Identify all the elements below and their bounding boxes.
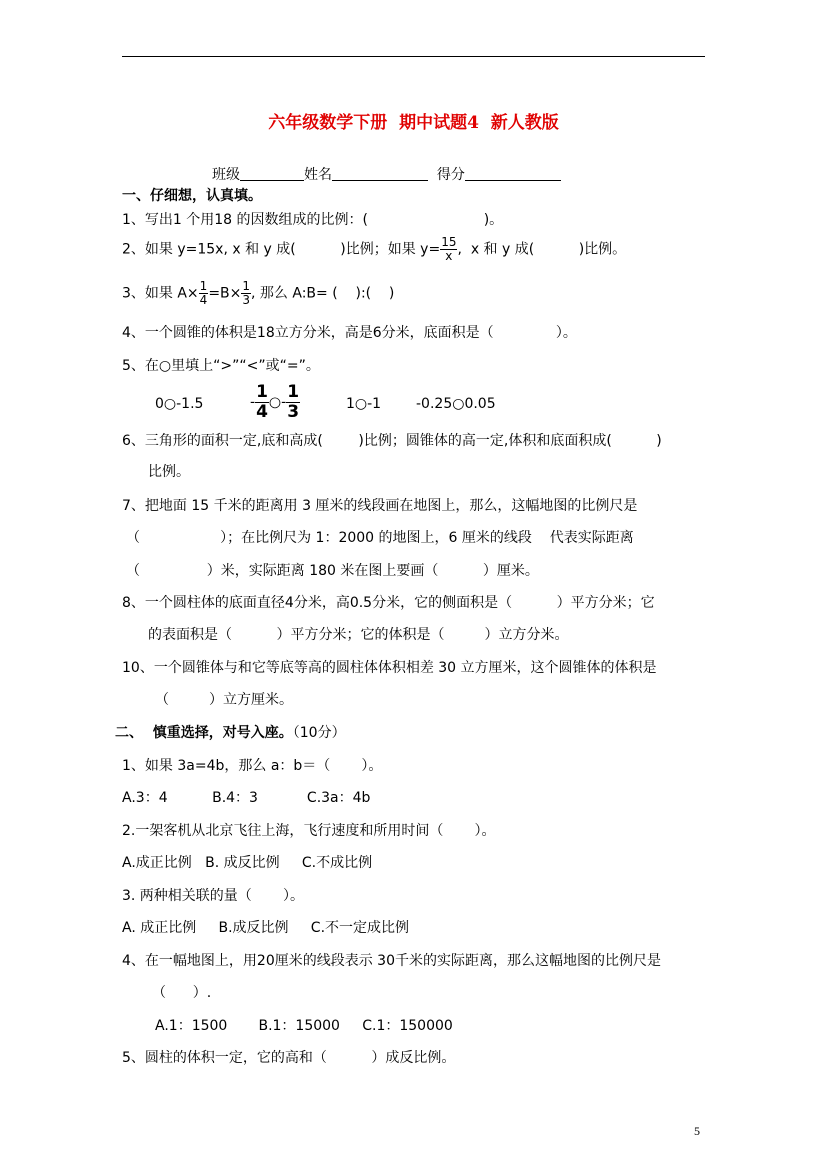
page-number: 5 <box>694 1124 700 1138</box>
question-1-7: 7、把地面 15 千米的距离用 3 厘米的线段画在地图上，那么，这幅地图的比例尺是 <box>122 498 638 514</box>
question-1-10: 10、一个圆锥体与和它等底等高的圆柱体体积相差 30 立方厘米，这个圆锥体的体积是 <box>122 660 657 676</box>
denominator: 3 <box>287 402 300 422</box>
question-2-4-options: A.1：1500 B.1：15000 C.1：150000 <box>155 1018 453 1034</box>
numerator: 1 <box>199 279 208 293</box>
q5-item-c: 1○-1 <box>346 396 382 412</box>
student-info-line <box>212 166 561 184</box>
question-1-6: 6、三角形的面积一定,底和高成( )比例；圆锥体的高一定,体积和底面积成( ) <box>122 433 662 449</box>
fraction-1-3 <box>286 383 300 422</box>
question-2-2-options: A.成正比例 B. 成反比例 C.不成比例 <box>122 855 373 871</box>
name-blank[interactable] <box>332 166 428 181</box>
question-2-1: 1、如果 3a=4b，那么 a：b＝（ ）。 <box>122 758 383 774</box>
question-2-3-options: A. 成正比例 B.成反比例 C.不一定成比例 <box>122 920 410 936</box>
denominator: 4 <box>199 293 208 307</box>
numerator: 15 <box>441 235 457 249</box>
question-1-5: 5、在○里填上“>”“<”或“=”。 <box>122 358 320 374</box>
section1-heading: 一、仔细想，认真填。 <box>122 188 262 204</box>
question-1-4: 4、一个圆锥的体积是18立方分米，高是6分米，底面积是（ ）。 <box>122 325 577 341</box>
q3-text-c: , 那么 A:B= ( ):( ) <box>251 285 395 302</box>
question-1-2 <box>122 236 626 263</box>
q5-item-d: -0.25○0.05 <box>416 396 496 412</box>
q5-item-b <box>250 383 300 422</box>
score-blank[interactable] <box>465 166 561 181</box>
fraction-1-4 <box>199 280 209 307</box>
question-1-3 <box>122 280 394 307</box>
section2-title: 二、 慎重选择，对号入座。 <box>115 725 293 741</box>
minus: - <box>250 394 256 411</box>
q3-text-a: 3、如果 A× <box>122 285 199 302</box>
question-2-4: 4、在一幅地图上，用20厘米的线段表示 30千米的实际距离，那么这幅地图的比例尺是 <box>122 953 661 969</box>
question-1-10-cont: （ ）立方厘米。 <box>155 692 294 708</box>
numerator: 1 <box>242 279 251 293</box>
compare-circle: ○- <box>268 394 287 411</box>
fraction-1-4 <box>255 383 269 422</box>
denominator: 4 <box>256 402 268 422</box>
question-1-8-cont: 的表面积是（ ）平方分米；它的体积是（ ）立方分米。 <box>148 627 569 643</box>
question-2-2: 2.一架客机从北京飞往上海，飞行速度和所用时间（ ）。 <box>122 823 496 839</box>
question-1-8: 8、一个圆柱体的底面直径4分米，高0.5分米，它的侧面积是（ ）平方分米；它 <box>122 595 655 611</box>
q2-text-a: 2、如果 y=15x, x 和 y 成( )比例；如果 y= <box>122 241 441 258</box>
numerator: 1 <box>256 382 268 402</box>
question-1-1: 1、写出1 个用18 的因数组成的比例：( )。 <box>122 212 504 228</box>
question-1-7-cont: （ ）；在比例尺为 1：2000 的地图上，6 厘米的线段 代表实际距离 <box>126 530 634 546</box>
section2-heading <box>115 724 346 742</box>
name-label: 姓名 <box>304 167 332 183</box>
fraction-15-over-x <box>440 236 457 263</box>
numerator: 1 <box>287 382 300 402</box>
q2-text-b: , x 和 y 成( )比例。 <box>457 241 627 258</box>
fraction-1-3 <box>241 280 251 307</box>
question-2-1-options: A.3：4 B.4：3 C.3a：4b <box>122 790 371 806</box>
class-label: 班级 <box>212 167 240 183</box>
denominator: x <box>445 249 453 263</box>
denominator: 3 <box>242 293 251 307</box>
question-2-5: 5、圆柱的体积一定，它的高和（ ）成反比例。 <box>122 1050 456 1066</box>
header-rule <box>122 56 705 57</box>
page-title: 六年级数学下册 期中试题4 新人教版 <box>268 113 559 133</box>
question-1-6-cont: 比例。 <box>148 464 190 480</box>
question-2-4-cont: （ ）. <box>152 985 212 1001</box>
question-2-3: 3. 两种相关联的量（ ）。 <box>122 888 304 904</box>
class-blank[interactable] <box>240 166 304 181</box>
question-1-7-cont2: （ ）米，实际距离 180 米在图上要画（ ）厘米。 <box>126 563 539 579</box>
q3-text-b: =B× <box>208 285 242 302</box>
section2-score: （10分） <box>292 725 346 741</box>
score-label: 得分 <box>436 167 465 183</box>
q5-item-a: 0○-1.5 <box>155 396 204 412</box>
